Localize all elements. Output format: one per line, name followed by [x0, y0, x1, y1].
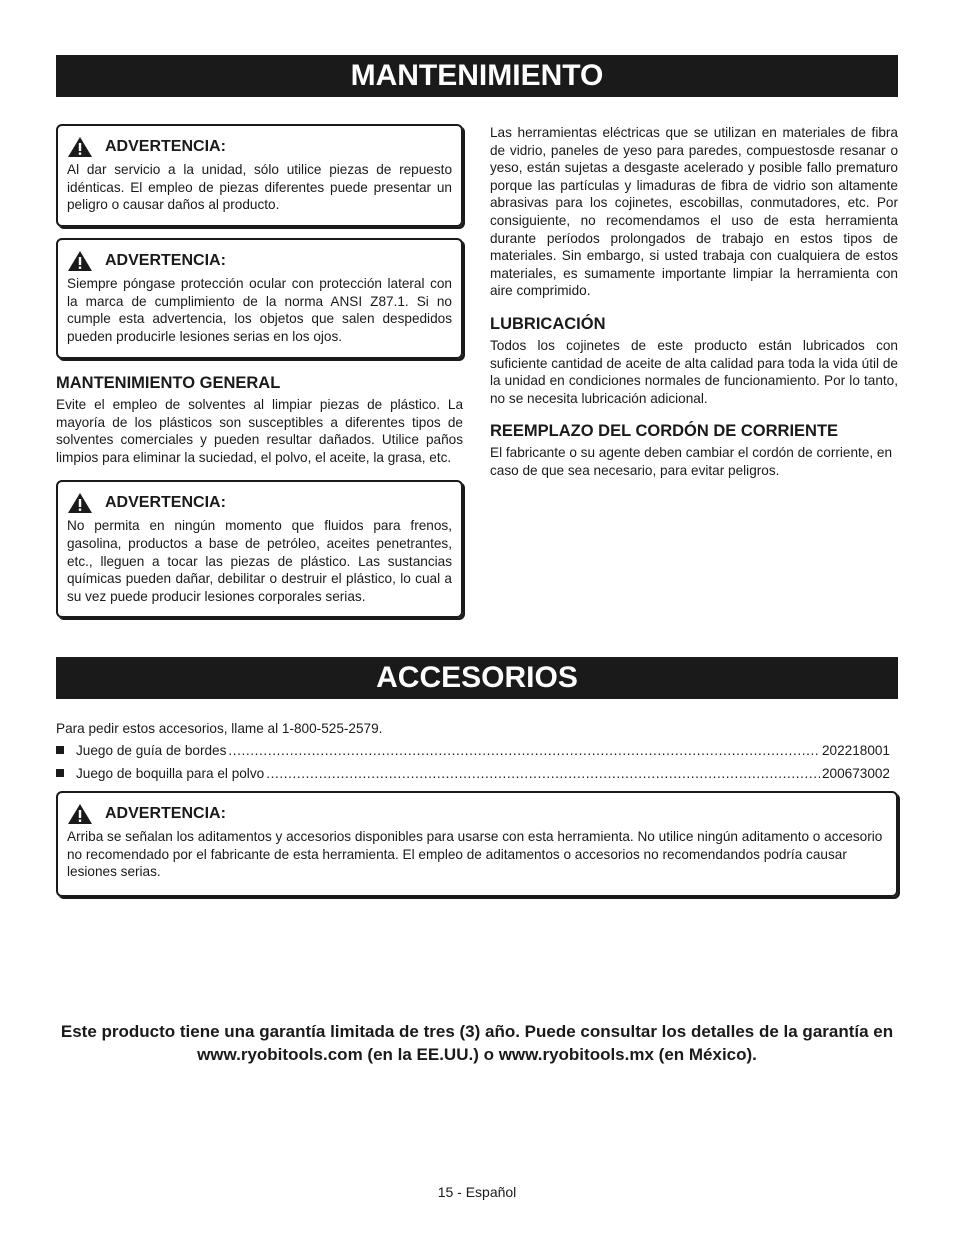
accessory-name: Juego de guía de bordes [76, 743, 227, 758]
square-bullet-icon [56, 769, 64, 777]
warning-triangle-icon [67, 492, 93, 514]
cord-replacement-section [490, 421, 898, 479]
warning-header [67, 250, 452, 272]
warning-label: ADVERTENCIA: [105, 138, 226, 155]
warning-text: Arriba se señalan los aditamentos y accesorios disponibles para usarse con esta herramienta. No utilice ningún aditamento o accesorio no recomendado por el fabricante de esta herramienta. El empleo de aditamentos o accesorios no recomendandos podría causar lesiones serias. [67, 829, 883, 880]
accessories-intro: Para pedir estos accesorios, llame al 1-800-525-2579. [56, 721, 383, 736]
accessories-title: ACCESORIOS [56, 657, 898, 699]
list-item [56, 765, 890, 783]
page-footer: 15 - Español [437, 1184, 517, 1200]
cord-replacement-text: El fabricante o su agente deben cambiar el cordón de corriente, en caso de que sea necesario, para evitar peligros. [490, 445, 893, 478]
list-item [56, 742, 890, 760]
warning-triangle-icon [67, 250, 93, 272]
warning-header [67, 492, 452, 514]
warning-triangle-icon [67, 136, 93, 158]
warning-text: No permita en ningún momento que fluidos para frenos, gasolina, productos a base de petróleo, aceites penetrantes, etc., lleguen a tocar las piezas de plástico. Las sustancias químicas pueden dañar, debilitar o destruir el plástico, lo cual a su vez puede producir lesiones corporales serias. [67, 518, 452, 604]
leader-dots [266, 765, 820, 783]
lubrication-title: LUBRICACIÓN [490, 314, 606, 333]
warning-header [67, 803, 887, 825]
cord-replacement-title: REEMPLAZO DEL CORDÓN DE CORRIENTE [490, 422, 839, 441]
general-maintenance-text: Evite el empleo de solventes al limpiar piezas de plástico. La mayoría de los plásticos son susceptibles a diferentes tipos de solventes comerciales y pueden resultar dañados. Utilice paños limpios para eliminar la suciedad, el polvo, el aceite, la grasa, etc. [56, 397, 463, 465]
right-column [490, 124, 898, 480]
lubrication-section [490, 314, 898, 407]
warning-label: ADVERTENCIA: [105, 252, 226, 269]
warning-box-repair [56, 124, 463, 227]
square-bullet-icon [56, 746, 64, 754]
general-maintenance-title: MANTENIMIENTO GENERAL [56, 374, 281, 392]
warning-text: Siempre póngase protección ocular con protección lateral con la marca de cumplimiento de la norma ANSI Z87.1. Si no cumple esta advertencia, los objetos que salen despedidos pueden producirle lesiones serias en los ojos. [67, 276, 452, 344]
warning-header [67, 136, 452, 158]
warning-triangle-icon [67, 803, 93, 825]
lubrication-text: Todos los cojinetes de este producto están lubricados con suficiente cantidad de aceite de alta calidad para toda la vida útil de la unidad en condiciones normales de funcionamiento. Por lo tanto, no se necesita lubricación adicional. [490, 337, 898, 406]
warning-label: ADVERTENCIA: [105, 494, 226, 512]
warranty-notice: Este producto tiene una garantía limitada de tres (3) año. Puede consultar los detalles de la garantía en www.ryobitools.com (en la EE.UU.) o www.ryobitools.mx (en México). [60, 1022, 894, 1064]
left-column [56, 124, 463, 618]
warning-box-eye-protection [56, 238, 463, 359]
warning-box-accessories [56, 791, 898, 897]
general-maintenance-section [56, 373, 463, 466]
maintenance-title: MANTENIMIENTO [56, 55, 898, 97]
warning-label: ADVERTENCIA: [105, 805, 226, 822]
fiberglass-text: Las herramientas eléctricas que se utilizan en materiales de fibra de vidrio, paneles de yeso para paredes, compuestosde resanar o yeso, están sujetas a desgaste acelerado y posible fallo prematuro porque las partículas y limaduras de fibra de vidrio son altamente abrasivas para los cojinetes, escobillas, conmutadores, etc. Por consiguiente, no recomendamos el uso de esta herramienta durante períodos prolongados de trabajo en estos tipos de materiales. Sin embargo, si usted trabaja con cualquiera de estos materiales, es sumamente importante limpiar la herramienta con aire comprimido. [490, 125, 898, 299]
accessory-part-number: 200673002 [821, 766, 890, 781]
warning-text: Al dar servicio a la unidad, sólo utilice piezas de repuesto idénticas. El empleo de piezas diferentes puede presentar un peligro o causar daños al producto. [67, 162, 452, 213]
warning-box-chemicals [56, 480, 463, 618]
leader-dots [228, 742, 820, 760]
accessory-name: Juego de boquilla para el polvo [76, 766, 265, 781]
accessory-part-number: 202218001 [821, 743, 890, 758]
